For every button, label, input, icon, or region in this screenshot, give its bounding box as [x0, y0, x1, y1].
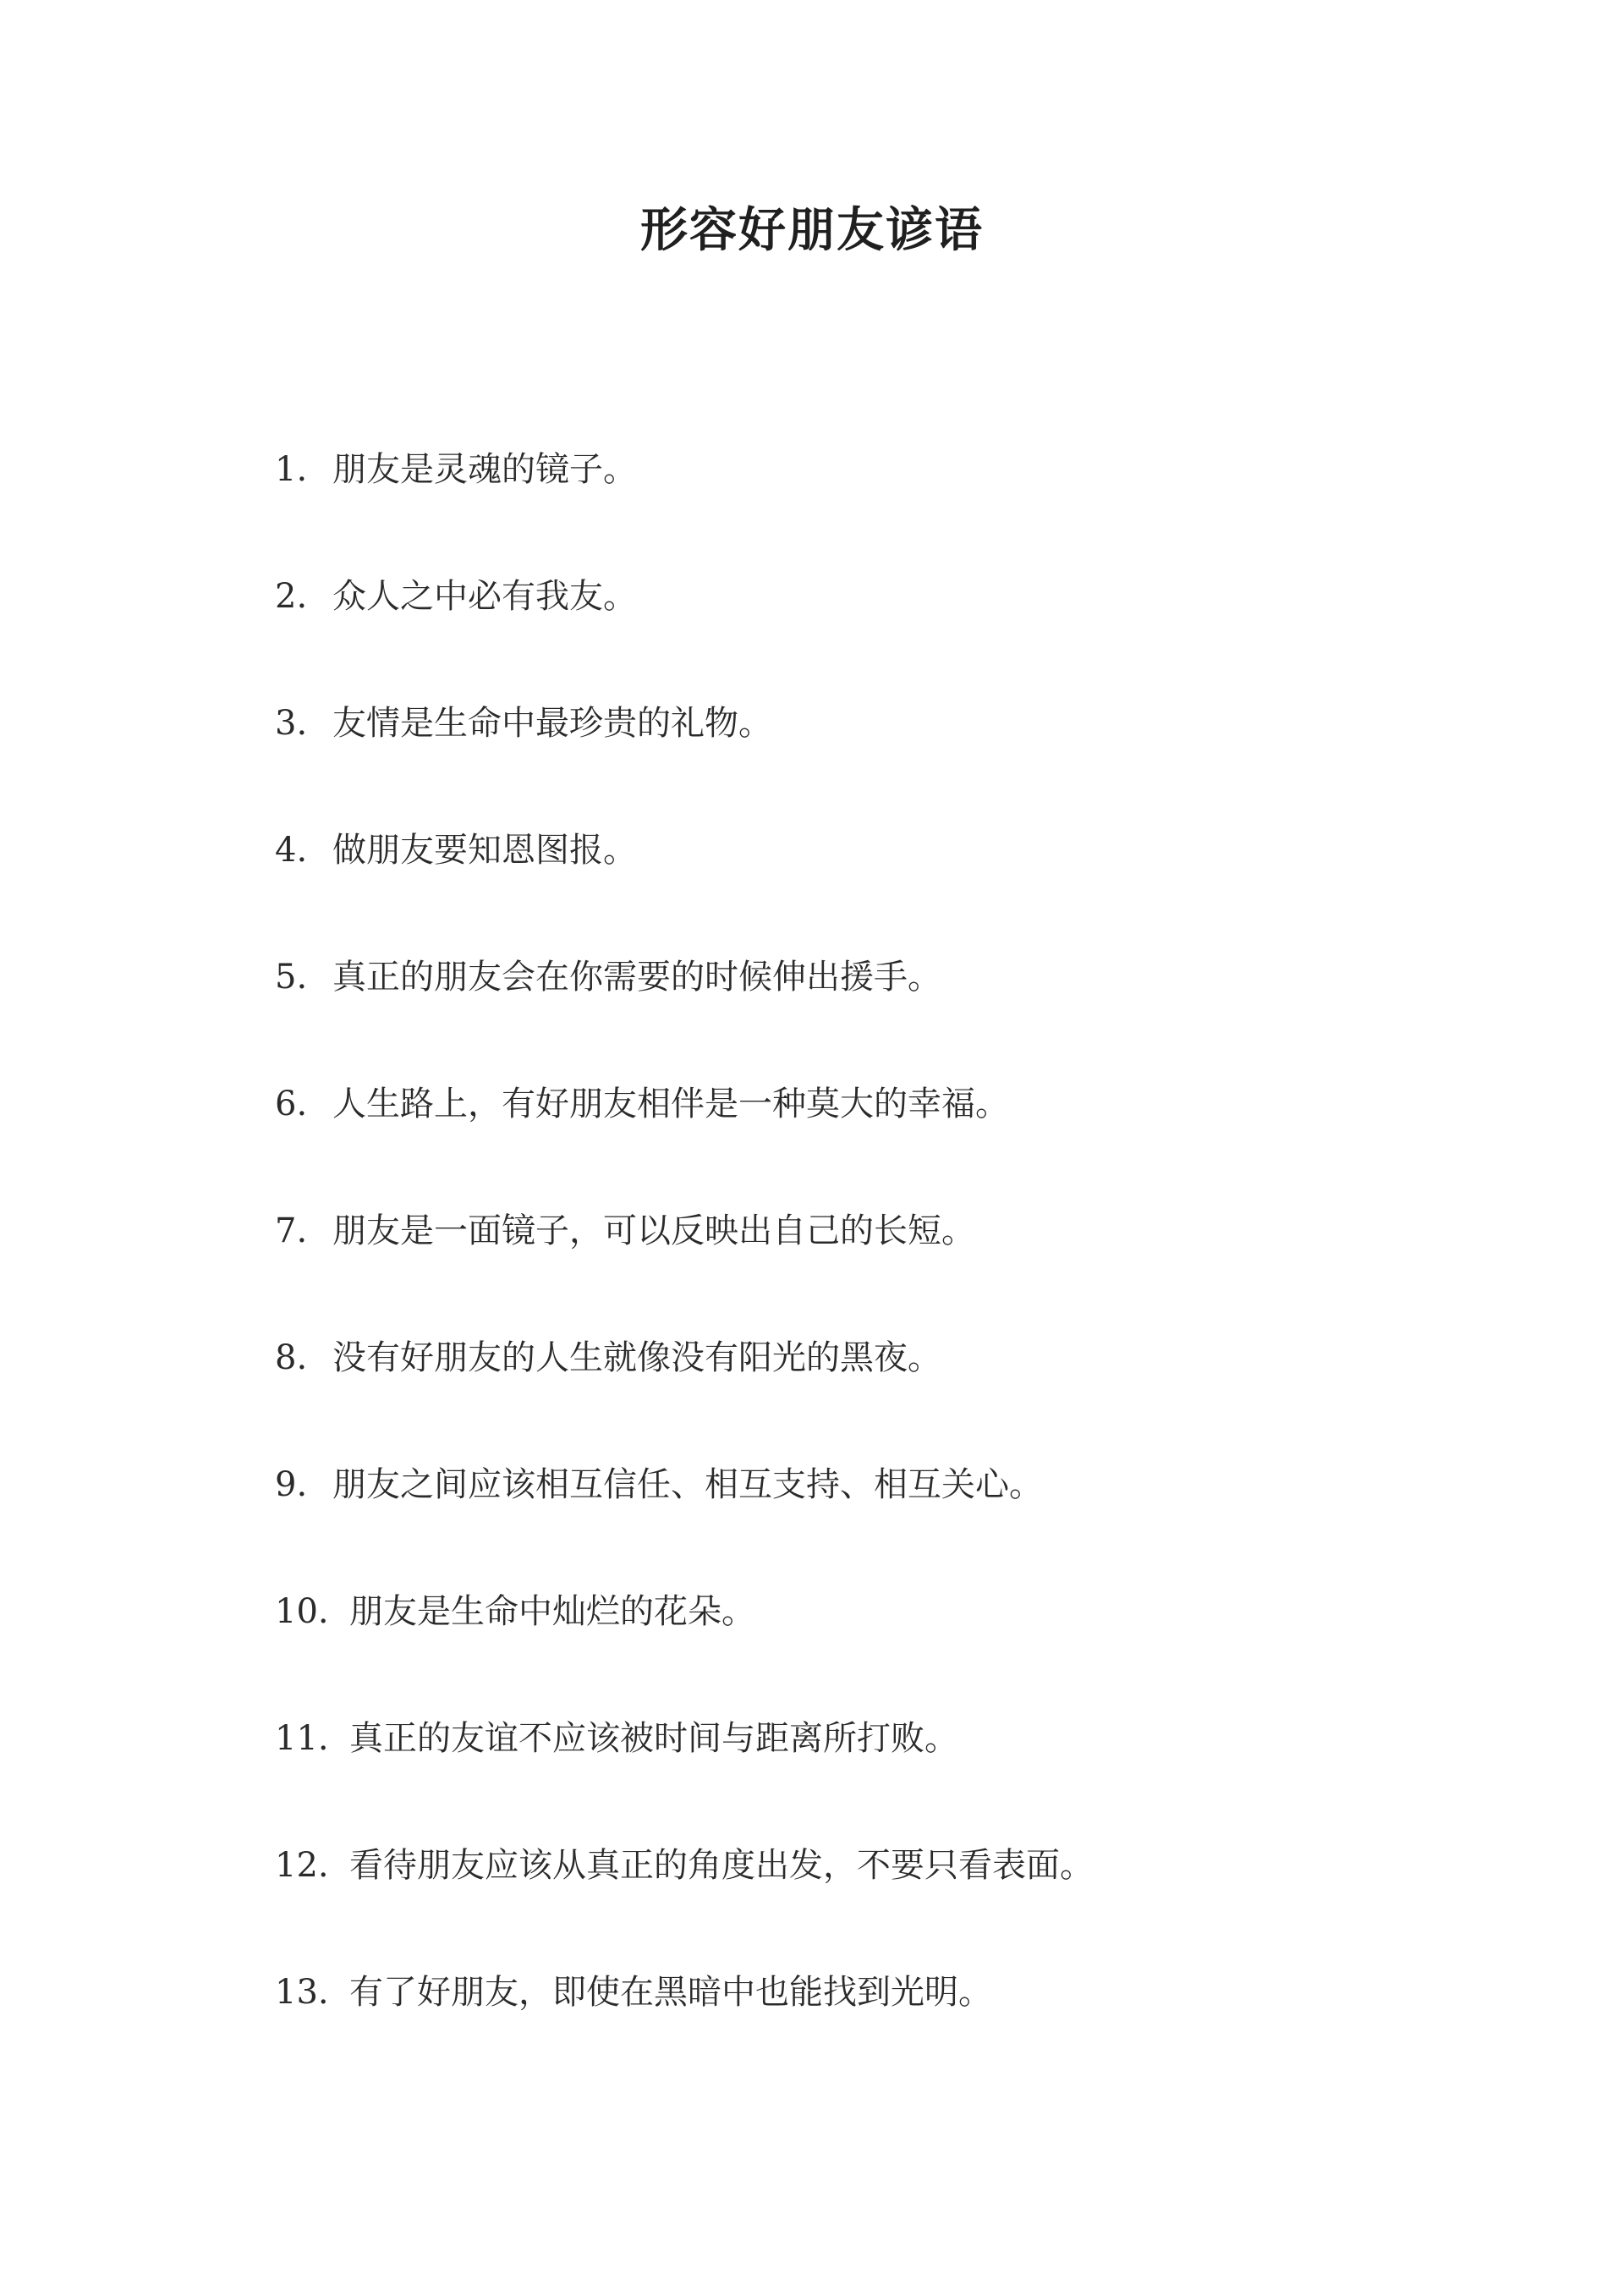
item-text: 真正的朋友会在你需要的时候伸出援手。: [332, 958, 941, 997]
document-title: 形容好朋友谚语: [640, 202, 984, 258]
item-number: 11.: [275, 1719, 329, 1758]
item-number: 4.: [275, 831, 308, 870]
item-text: 朋友是生命中灿烂的花朵。: [349, 1592, 755, 1631]
list-item: [275, 567, 1459, 694]
list-item: [275, 440, 1459, 567]
list-item: [275, 948, 1459, 1074]
item-text: 没有好朋友的人生就像没有阳光的黑夜。: [332, 1338, 941, 1377]
item-text: 朋友是灵魂的镜子。: [332, 450, 637, 489]
item-text: 做朋友要知恩图报。: [332, 831, 637, 870]
item-text: 朋友是一面镜子，可以反映出自己的长短。: [332, 1211, 975, 1250]
item-number: 7.: [275, 1211, 308, 1250]
list-item: [275, 1201, 1459, 1328]
item-number: 8.: [275, 1338, 308, 1377]
list-item: [275, 821, 1459, 948]
list-item: [275, 1455, 1459, 1582]
item-text: 看待朋友应该从真正的角度出发，不要只看表面。: [349, 1846, 1094, 1885]
item-number: 2.: [275, 577, 308, 616]
proverb-list: [275, 440, 1459, 2090]
item-text: 有了好朋友，即使在黑暗中也能找到光明。: [349, 1973, 992, 2012]
item-text: 真正的友谊不应该被时间与距离所打败。: [349, 1719, 958, 1758]
list-item: [275, 1328, 1459, 1455]
item-text: 友情是生命中最珍贵的礼物。: [332, 704, 772, 743]
item-number: 1.: [275, 450, 308, 489]
item-text: 众人之中必有我友。: [332, 577, 637, 616]
item-text: 朋友之间应该相互信任、相互支持、相互关心。: [332, 1465, 1043, 1504]
item-number: 12.: [275, 1846, 329, 1885]
list-item: [275, 1074, 1459, 1201]
item-number: 10.: [275, 1592, 329, 1631]
item-number: 13.: [275, 1973, 329, 2012]
list-item: [275, 1963, 1459, 2090]
list-item: [275, 1709, 1459, 1836]
item-number: 5.: [275, 958, 308, 997]
item-number: 6.: [275, 1085, 308, 1123]
item-number: 3.: [275, 704, 308, 743]
list-item: [275, 1836, 1459, 1963]
list-item: [275, 1582, 1459, 1709]
list-item: [275, 694, 1459, 821]
item-number: 9.: [275, 1465, 308, 1504]
item-text: 人生路上，有好朋友相伴是一种莫大的幸福。: [332, 1085, 1009, 1123]
